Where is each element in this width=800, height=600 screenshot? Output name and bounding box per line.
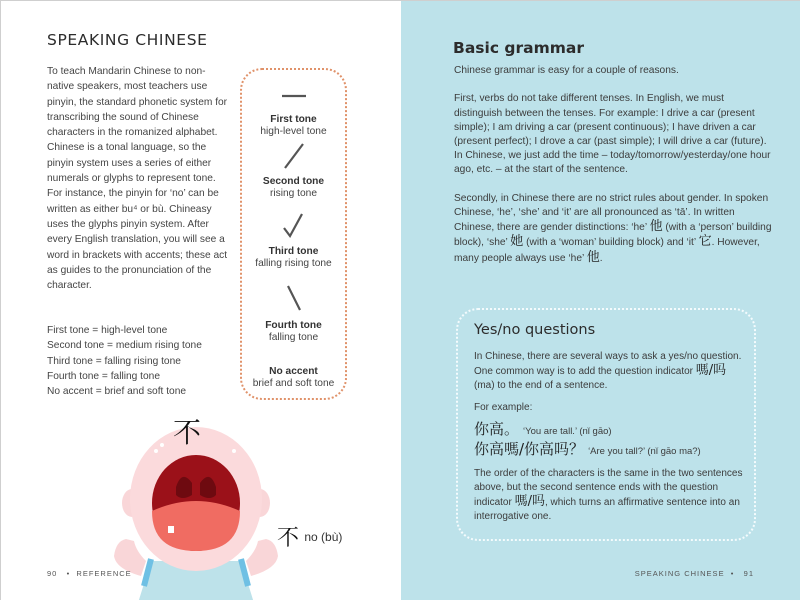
tone-list-item: Third tone = falling rising tone (47, 355, 181, 367)
tone-list (47, 323, 247, 399)
tone-list-item: First tone = high-level tone (47, 325, 168, 336)
first-tone-glyph-icon (242, 84, 345, 114)
example-english: ‘Are you tall?’ (nǐ gāo ma?) (588, 446, 701, 457)
tone-desc: rising tone (269, 188, 317, 199)
tone-name: Fourth tone (265, 320, 322, 331)
example-row (474, 418, 612, 439)
grammar-paragraph: Chinese grammar is easy for a couple of reasons. (454, 65, 679, 76)
character-bu-meaning: no (bù) (304, 529, 343, 544)
footer-separator: • (66, 569, 71, 578)
tone-desc: falling rising tone (255, 258, 332, 269)
section-title: SPEAKING CHINESE (47, 31, 208, 49)
intro-paragraph: To teach Mandarin Chinese to non-native speakers, most teachers use pinyin, the standard phonetic system for transcribing the sound of Chinese characters in the romanized alphabet. Chinese is a tonal language, so the pinyin system uses a series of either numerals or glyphs to represent tone. For instance, the pinyin for ‘no’ can be written as either bu⁴ or bù. Chineasy uses the glyphs pinyin system. After every English translation, you will see a word in brackets with accents; these act as guides to the pronunciation of the character. (47, 66, 228, 292)
tone-item-third (242, 208, 345, 270)
tone-name: No accent (269, 366, 318, 377)
character-bu-label (277, 521, 342, 552)
text-run: . However, many people always use ‘he’ (454, 237, 760, 264)
character-bu-top: 不 (173, 416, 202, 449)
tone-desc: high-level tone (260, 126, 327, 137)
character-bu: 不 (277, 526, 300, 551)
tone-item-no-accent (242, 366, 345, 390)
question-indicator: 嗎/吗 (695, 363, 727, 378)
grammar-title: Basic grammar (453, 39, 585, 57)
second-tone-glyph-icon (242, 138, 345, 176)
character-it: 它 (698, 234, 712, 250)
tone-box (240, 68, 347, 400)
example-chinese: 你高嗎/你高吗？ (474, 440, 585, 458)
character-he: 他 (649, 219, 663, 235)
third-tone-glyph-icon (242, 208, 345, 246)
tone-item-first (242, 84, 345, 138)
fourth-tone-glyph-icon (242, 282, 345, 320)
yes-no-intro (474, 350, 746, 393)
yes-no-outro (474, 467, 746, 524)
footer-separator: • (730, 569, 735, 578)
example-english: ‘You are tall.’ (nǐ gāo) (523, 426, 612, 437)
text-run: The order of the characters is the same in the two sentences above, but the second sentence ends with the question indicator (474, 468, 743, 508)
text-run: , which turns an affirmative sentence into an interrogative one. (474, 497, 740, 522)
tone-name: Third tone (268, 246, 319, 257)
character-he: 他 (586, 249, 600, 265)
text-run: . (599, 252, 603, 264)
page-number: 91 (743, 569, 754, 578)
tone-list-item: Fourth tone = falling tone (47, 370, 160, 382)
example-row (474, 438, 701, 459)
left-page (1, 1, 401, 600)
text-run: (ma) to the end of a sentence. (474, 380, 608, 391)
page-footer-left (47, 569, 132, 578)
footer-section: SPEAKING CHINESE (634, 569, 725, 578)
tone-item-fourth (242, 282, 345, 344)
text-run: In Chinese, there are several ways to ask a yes/no question. One common way is to add the question indicator (474, 351, 742, 377)
tone-list-item: Second tone = medium rising tone (47, 340, 202, 352)
yes-no-title: Yes/no questions (474, 322, 596, 338)
character-she: 她 (510, 234, 524, 250)
footer-section: REFERENCE (76, 569, 132, 578)
grammar-paragraph: First, verbs do not take different tenses. In English, we must distinguish between the tenses. For example: I drive a car (present simple); I am driving a car (present continuous); I have driven a car (present perfect); I drove a car (past simple); I will drive a car (future). In Chinese, we just add the time – today/tomorrow/yesterday/one hour ago, etc. – at the start of the sentence. (454, 93, 771, 176)
tone-name: Second tone (262, 176, 325, 187)
text-run: Secondly, in Chinese there are no strict rules about gender. In spoken Chinese, ‘he’, ‘she’ and ‘it’ are all pronounced as ‘tā’. In written Chinese, there are gender distinctions: ‘he’ (454, 192, 769, 234)
page-number: 90 (47, 569, 58, 578)
grammar-paragraph-gender (454, 192, 774, 266)
tone-list-item: No accent = brief and soft tone (47, 386, 187, 398)
tone-item-second (242, 138, 345, 200)
text-run: (with a ‘person’ building block), ‘she’ (454, 222, 772, 249)
tone-name: First tone (270, 114, 317, 125)
example-label: For example: (474, 402, 533, 413)
tone-desc: brief and soft tone (252, 378, 335, 389)
grammar-text (454, 64, 774, 280)
text-run: (with a ‘woman’ building block) and ‘it’ (523, 237, 699, 249)
yes-no-questions-box (456, 308, 756, 541)
example-chinese: 你高。 (474, 420, 520, 438)
page-footer-right (635, 569, 754, 578)
question-indicator: 嗎/吗 (514, 494, 545, 509)
tone-desc: falling tone (268, 332, 319, 343)
